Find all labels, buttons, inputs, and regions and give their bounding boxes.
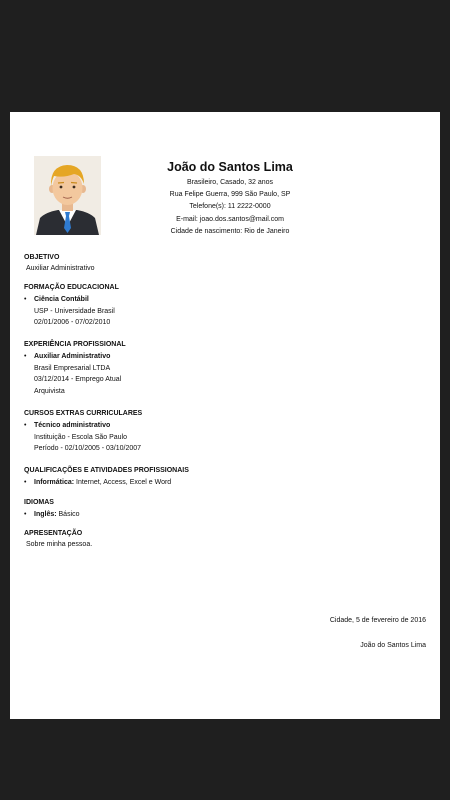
section-title-cursos: CURSOS EXTRAS CURRICULARES [24, 410, 143, 417]
section-title-experiencia: EXPERIÊNCIA PROFISSIONAL [24, 341, 126, 348]
idiomas-text: Básico [56, 511, 80, 518]
objetivo-text: Auxiliar Administrativo [26, 265, 95, 272]
resume-page [10, 112, 440, 719]
idiomas-entry: • Inglês: Básico [24, 511, 80, 518]
section-title-objetivo: OBJETIVO [24, 254, 60, 261]
experiencia-detail: Arquivista [34, 387, 65, 395]
cursos-period: Período - 02/10/2005 - 03/10/2007 [34, 445, 142, 452]
birthplace: Cidade de nascimento: Rio de Janeiro [170, 227, 290, 235]
experiencia-entry: • Auxiliar Administrativo Brasil Empresarial LTDA 03/12/2014 - Emprego Atual Arquivista [24, 351, 121, 397]
resume-header [150, 160, 310, 238]
experiencia-company: Brasil Empresarial LTDA [34, 364, 111, 372]
section-title-idiomas: IDIOMAS [24, 499, 54, 506]
address: Rua Felipe Guerra, 999 São Paulo, SP [169, 191, 291, 199]
section-title-qualificacoes: QUALIFICAÇÕES E ATIVIDADES PROFISSIONAIS [24, 467, 189, 474]
experiencia-role: Auxiliar Administrativo [34, 353, 111, 360]
phone: Telefone(s): 11 2222-0000 [189, 203, 271, 211]
signature-name: João do Santos Lima [360, 642, 426, 649]
experiencia-period: 03/12/2014 - Emprego Atual [34, 376, 122, 383]
formacao-institution: USP - Universidade Brasil [34, 307, 115, 315]
cursos-institution: Instituição - Escola São Paulo [34, 433, 127, 441]
qualificacoes-label: Informática: [34, 479, 75, 486]
qualificacoes-text: Internet, Access, Excel e Word [74, 479, 172, 486]
candidate-name: João do Santos Lima [167, 160, 293, 174]
section-title-apresentacao: APRESENTAÇÃO [24, 530, 83, 537]
email: E-mail: joao.dos.santos@mail.com [176, 215, 284, 223]
section-title-formacao: FORMAÇÃO EDUCACIONAL [24, 284, 119, 291]
cursos-entry: • Técnico administrativo Instituição - Escola São Paulo Período - 02/10/2005 - 03/10/2007 [24, 420, 141, 455]
formacao-period: 02/01/2006 - 07/02/2010 [34, 319, 111, 326]
formacao-course: Ciência Contábil [34, 296, 89, 303]
profile-photo [34, 156, 101, 235]
qualificacoes-entry: • Informática: Internet, Access, Excel e Word [24, 479, 172, 486]
apresentacao-text: Sobre minha pessoa. [26, 541, 93, 548]
cursos-course: Técnico administrativo [34, 422, 111, 429]
personal-info: Brasileiro, Casado, 32 anos [187, 179, 273, 186]
idiomas-label: Inglês: [34, 511, 57, 518]
date-location: Cidade, 5 de fevereiro de 2016 [329, 617, 426, 624]
formacao-entry: • Ciência Contábil USP - Universidade Brasil 02/01/2006 - 07/02/2010 [24, 294, 115, 329]
